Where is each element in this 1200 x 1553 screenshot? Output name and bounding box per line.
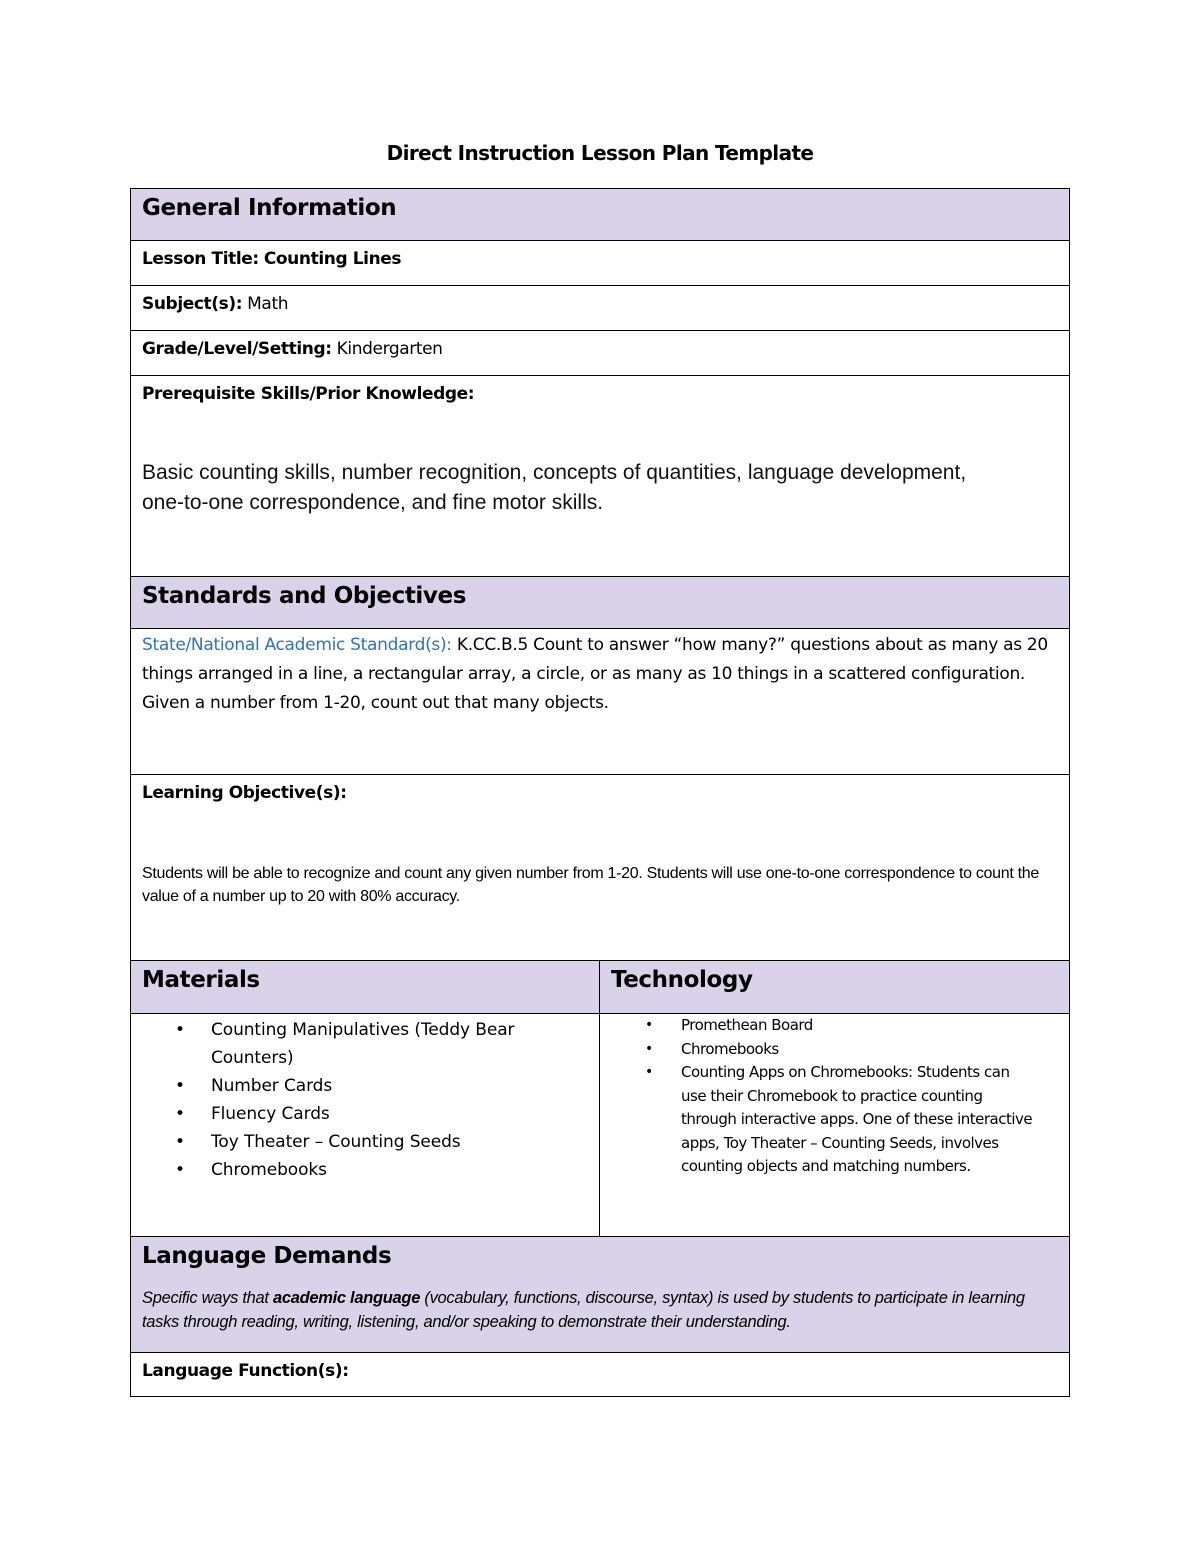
- prerequisite-label: Prerequisite Skills/Prior Knowledge:: [142, 384, 475, 404]
- prerequisite-field: [142, 384, 474, 404]
- language-function-field: [142, 1361, 349, 1381]
- column-divider: [599, 961, 600, 1237]
- standards-heading: Standards and Objectives: [142, 583, 467, 609]
- lesson-title-row: [131, 241, 1069, 286]
- document-title: Direct Instruction Lesson Plan Template: [386, 141, 814, 165]
- standard-field: [142, 631, 1062, 718]
- materials-technology-header: [131, 961, 1069, 1014]
- lesson-title-value: Counting Lines: [263, 249, 402, 269]
- general-info-header: [131, 189, 1069, 241]
- objective-value: Students will be able to recognize and count any given number from 1-20. Students will use one-to-one correspondence to count the value of a number up to 20 with 80% accuracy.: [142, 865, 1039, 905]
- standards-header: [131, 577, 1069, 629]
- objective-row: [131, 775, 1069, 961]
- language-demands-header: [131, 1237, 1069, 1353]
- language-desc-text: Specific ways that: [142, 1289, 273, 1307]
- general-info-heading: General Information: [142, 195, 397, 221]
- objective-field: [142, 783, 347, 803]
- list-item: • Fluency Cards: [175, 1100, 555, 1128]
- list-item: • Chromebooks: [175, 1156, 555, 1184]
- lesson-title-label: Lesson Title:: [142, 249, 259, 269]
- language-demands-description: [142, 1286, 1062, 1334]
- list-item: • Toy Theater – Counting Seeds: [175, 1128, 555, 1156]
- objective-label: Learning Objective(s):: [142, 783, 347, 803]
- grade-label: Grade/Level/Setting:: [142, 339, 332, 359]
- list-item: • Number Cards: [175, 1072, 555, 1100]
- materials-technology-content: [131, 1014, 1069, 1237]
- materials-heading: Materials: [142, 967, 260, 993]
- subject-label: Subject(s):: [142, 294, 243, 314]
- subject-row: [131, 286, 1069, 331]
- lesson-plan-table: [130, 188, 1070, 1397]
- standard-value: K.CC.B.5 Count to answer “how many?” questions about as many as 20 things arranged in a line, a rectangular array, a circle, or as many as 10 things in a scattered configuration. Given a number from 1-20, count out that many objects.: [142, 635, 1048, 713]
- standard-row: [131, 629, 1069, 775]
- academic-language-term: academic language: [272, 1289, 421, 1307]
- subject-field: [142, 294, 288, 314]
- prerequisite-value: Basic counting skills, number recognition, concepts of quantities, language development, one-to-one correspondence, and fine motor skills.: [142, 461, 967, 514]
- grade-value: Kindergarten: [336, 339, 443, 359]
- materials-list: [175, 1016, 555, 1184]
- subject-value: Math: [247, 294, 289, 314]
- prerequisite-row: [131, 376, 1069, 577]
- list-item: • Promethean Board: [645, 1014, 1037, 1038]
- standard-label: State/National Academic Standard(s):: [142, 635, 452, 655]
- technology-list: [645, 1014, 1037, 1179]
- list-item: • Counting Manipulatives (Teddy Bear Counters): [175, 1016, 555, 1072]
- grade-field: [142, 339, 443, 359]
- language-demands-heading: Language Demands: [142, 1243, 392, 1269]
- list-item: • Counting Apps on Chromebooks: Students can use their Chromebook to practice counting through interactive apps. One of these interactive apps, Toy Theater – Counting Seeds, involves counting objects and matching numbers.: [645, 1061, 1037, 1179]
- technology-heading: Technology: [611, 967, 753, 993]
- language-function-label: Language Function(s):: [142, 1361, 349, 1381]
- list-item: • Chromebooks: [645, 1038, 1037, 1062]
- language-function-row: [131, 1353, 1069, 1395]
- language-desc-text: (vocabulary, functions, discourse, syntax) is used by students to participate in learning tasks through reading, writing, listening, and/or speaking to demonstrate their understanding.: [142, 1289, 1025, 1331]
- grade-row: [131, 331, 1069, 376]
- lesson-title-field: [142, 249, 401, 269]
